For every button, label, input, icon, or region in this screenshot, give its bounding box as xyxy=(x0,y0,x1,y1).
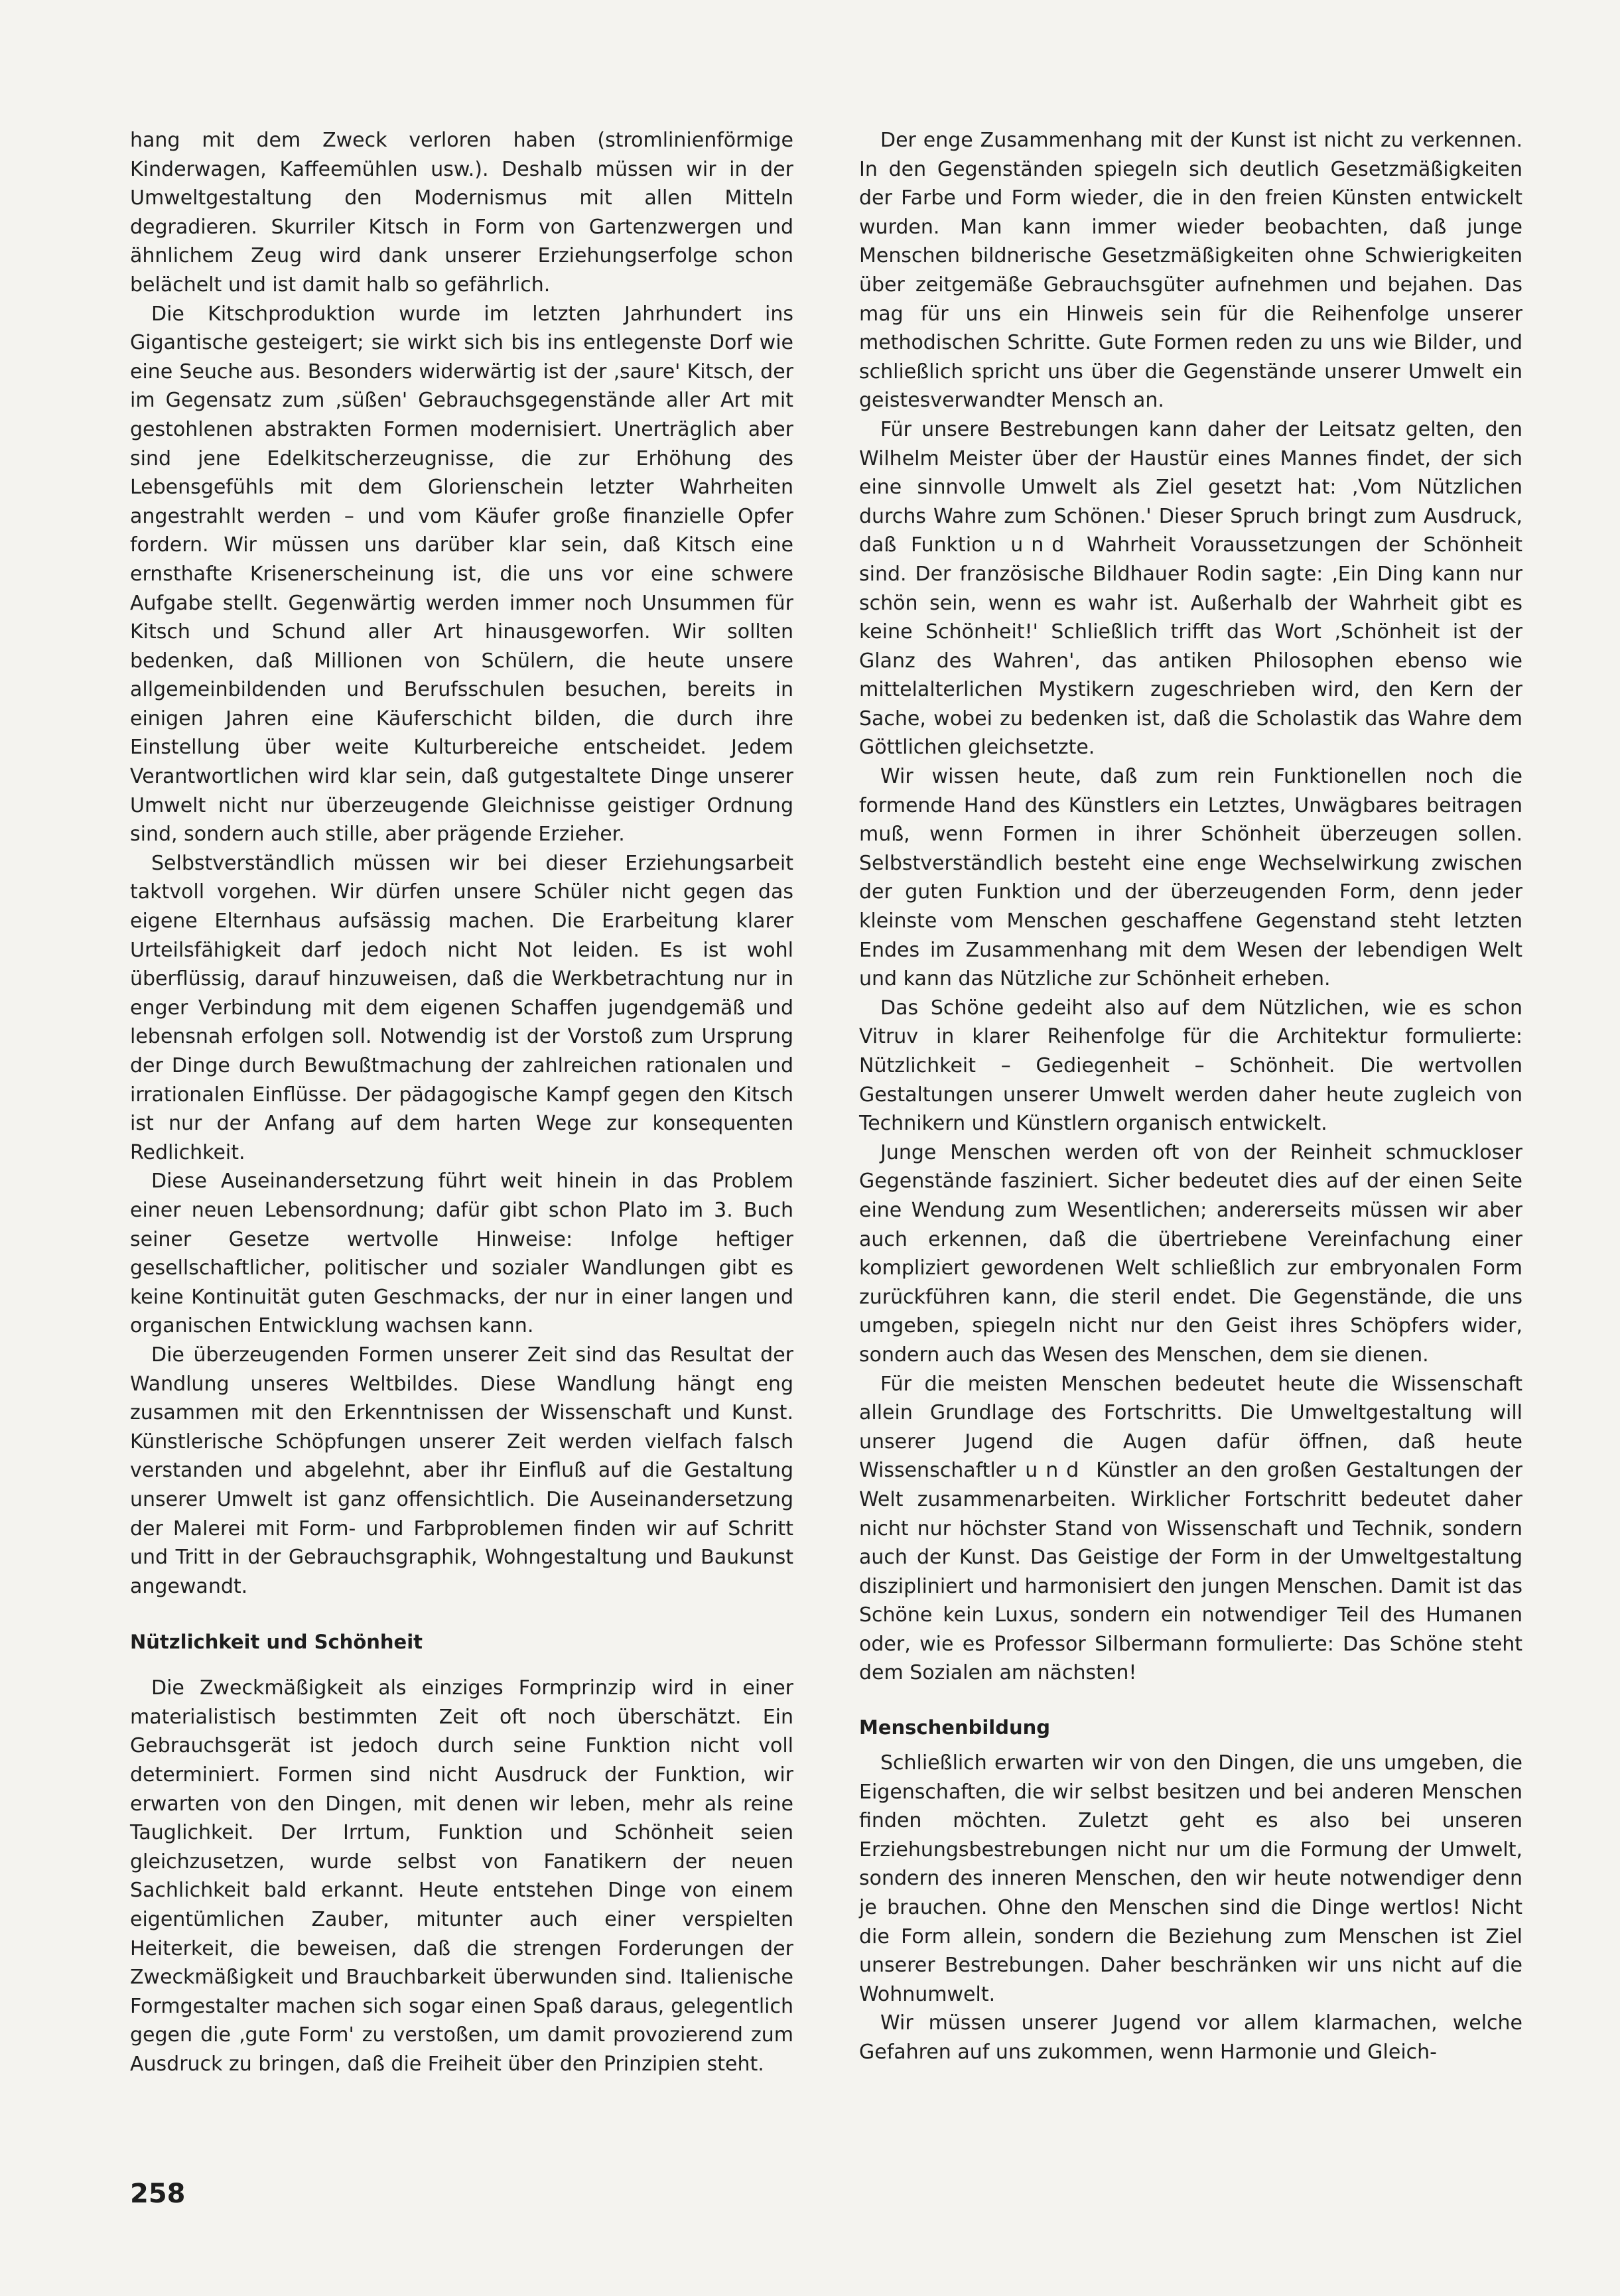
paragraph: Junge Menschen werden oft von der Reinheit schmuckloser Gegenstände fasziniert. Sicher bedeutet dies auf der einen Seite eine Wendung zum Wesentlichen; andererseits müssen wir aber auch erkennen, daß die übertriebene Vereinfachung einer kompliziert gewordenen Welt schließlich zur embryonalen Form zurückführen kann, die steril endet. Die Gegenstände, die uns umgeben, spiegeln nicht nur den Geist ihres Schöpfers wider, sondern auch das Wesen des Menschen, dem sie dienen. xyxy=(859,1140,1522,1367)
spaced-emphasis: und xyxy=(1025,1459,1087,1483)
text-run: Wahrheit Voraussetzungen der Schönheit sind. Der französische Bildhauer Rodin sagte: ‚Ein Ding kann nur schön sein, wenn es wahr ist. Außerhalb der Wahrheit gibt es keine Schönheit!' Schließlich trifft das Wort ‚Schönheit ist der Glanz des Wahren', das antiken Philosophen ebenso wie mittelalterlichen Mystikern zugeschrieben wird, den Kern der Sache, wobei zu bedenken ist, daß die Scholastik das Wahre dem Göttlichen gleichsetzte. xyxy=(859,533,1522,760)
paragraph: Das Schöne gedeiht also auf dem Nützlichen, wie es schon Vitruv in klarer Reihenfolge für die Architektur formulierte: Nützlichkeit – Gediegenheit – Schönheit. Die wertvollen Gestaltungen unserer Umwelt werden daher heute zugleich von Technikern und Künstlern organisch entwickelt. xyxy=(859,996,1522,1136)
section-heading: Menschenbildung xyxy=(859,1716,1051,1739)
paragraph: Die überzeugenden Formen unserer Zeit sind das Resultat der Wandlung unseres Weltbildes. Diese Wandlung hängt eng zusammen mit den Erkenntnissen der Wissenschaft und Kunst. Künstlerische Schöpfungen unserer Zeit werden vielfach falsch verstanden und abgelehnt, aber ihr Einfluß auf die Gestaltung unserer Umwelt ist ganz offensichtlich. Die Auseinandersetzung der Malerei mit Form- und Farbproblemen finden wir auf Schritt und Tritt in der Gebrauchsgraphik, Wohngestaltung und Baukunst angewandt. xyxy=(130,1343,793,1598)
paragraph xyxy=(859,1370,1522,1688)
paragraph: Diese Auseinandersetzung führt weit hinein in das Problem einer neuen Lebensordnung; dafür gibt schon Plato im 3. Buch seiner Gesetze wertvolle Hinweise: Infolge heftiger gesellschaftlicher, politischer und sozialer Wandlungen gibt es keine Kontinuität guten Geschmacks, der nur in einer langen und organischen Entwicklung wachsen kann. xyxy=(130,1170,793,1338)
paragraph: Selbstverständlich müssen wir bei dieser Erziehungsarbeit taktvoll vorgehen. Wir dürfen unsere Schüler nicht gegen das eigene Elternhaus aufsässig machen. Die Erarbeitung klarer Urteilsfähigkeit darf jedoch nicht Not leiden. Es ist wohl überflüssig, darauf hinzuweisen, daß die Werkbetrachtung nur in enger Verbindung mit dem eigenen Schaffen jugendgemäß und lebensnah erfolgen soll. Notwendig ist der Vorstoß zum Ursprung der Dinge durch Bewußtmachung der zahlreichen rationalen und irrationalen Einflüsse. Der pädagogische Kampf gegen den Kitsch ist nur der Anfang auf dem harten Wege zur konsequenten Redlichkeit. xyxy=(130,851,793,1164)
section-heading: Nützlichkeit und Schönheit xyxy=(130,1631,423,1654)
right-column xyxy=(859,126,1522,2067)
paragraph: hang mit dem Zweck verloren haben (stromlinienförmige Kinderwagen, Kaffeemühlen usw.). Deshalb müssen wir in der Umweltgestaltung den Modernismus mit allen Mitteln degradieren. Skurriler Kitsch in Form von Gartenzwergen und ähnlichem Zeug wird dank unserer Erziehungserfolge schon belächelt und ist damit halb so gefährlich. xyxy=(130,129,793,297)
text-run: Für unsere Bestrebungen kann daher der Leitsatz gelten, den Wilhelm Meister über der Haustür eines Mannes findet, der sich eine sinnvolle Umwelt als Ziel gesetzt hat: ‚Vom Nützlichen durchs Wahre zum Schönen.' Dieser Spruch bringt zum Ausdruck, daß Funktion xyxy=(859,417,1522,557)
page-number: 258 xyxy=(130,2179,186,2209)
paragraph xyxy=(859,415,1522,762)
paragraph: Schließlich erwarten wir von den Dingen, die uns umgeben, die Eigenschaften, die wir selbst besitzen und bei anderen Menschen finden möchten. Zuletzt geht es also bei unseren Erziehungsbestrebungen nicht nur um die Formung der Umwelt, sondern des inneren Menschen, den wir heute notwendiger denn je brauchen. Ohne den Menschen sind die Dinge wertlos! Nicht die Form allein, sondern die Beziehung zum Menschen ist Ziel unserer Bestrebungen. Daher beschränken wir uns nicht auf die Wohnumwelt. xyxy=(859,1751,1522,2006)
left-column xyxy=(130,126,793,2079)
paragraph: Der enge Zusammenhang mit der Kunst ist nicht zu verkennen. In den Gegenständen spiegeln sich deutlich Gesetzmäßigkeiten der Farbe und Form wieder, die in den freien Künsten entwickelt wurden. Man kann immer wieder beobachten, daß junge Menschen bildnerische Gesetzmäßigkeiten ohne Schwierigkeiten über zeitgemäße Gebrauchsgüter aufnehmen und bejahen. Das mag für uns ein Hinweis sein für die Reihenfolge unserer methodischen Schritte. Gute Formen reden zu uns wie Bilder, und schließlich spricht uns über die Gegenstände unserer Umwelt ein geistesverwandter Mensch an. xyxy=(859,129,1522,413)
text-run: Künstler an den großen Gestaltungen der Welt zusammenarbeiten. Wirklicher Fortschritt bedeutet daher nicht nur höchster Stand von Wissenschaft und Technik, sondern auch der Kunst. Das Geistige der Form in der Umweltgestaltung diszipliniert und harmonisiert den jungen Menschen. Damit ist das Schöne kein Luxus, sondern ein notwendiger Teil des Humanen oder, wie es Professor Silbermann formulierte: Das Schöne steht dem Sozialen am nächsten! xyxy=(859,1459,1522,1685)
paragraph: Wir wissen heute, daß zum rein Funktionellen noch die formende Hand des Künstlers ein Letztes, Unwägbares beitragen muß, wenn Formen in ihrer Schönheit überzeugen sollen. Selbstverständlich besteht eine enge Wechselwirkung zwischen der guten Funktion und der überzeugenden Form, denn jeder kleinste vom Menschen geschaffene Gegenstand steht letzten Endes im Zusammenhang mit dem Wesen der lebendigen Welt und kann das Nützliche zur Schönheit erheben. xyxy=(859,765,1522,991)
paragraph: Die Zweckmäßigkeit als einziges Formprinzip wird in einer materialistisch bestimmten Zeit oft noch überschätzt. Ein Gebrauchsgerät ist jedoch durch seine Funktion nicht voll determiniert. Formen sind nicht Ausdruck der Funktion, wir erwarten von den Dingen, mit denen wir leben, mehr als reine Tauglichkeit. Der Irrtum, Funktion und Schönheit seien gleichzusetzen, wurde selbst von Fanatikern der neuen Sachlichkeit bald erkannt. Heute entstehen Dinge von einem eigentümlichen Zauber, mitunter auch einer verspielten Heiterkeit, die beweisen, daß die strengen Forderungen der Zweckmäßigkeit und Brauchbarkeit überwunden sind. Italienische Formgestalter machen sich sogar einen Spaß daraus, gelegentlich gegen die ‚gute Form' zu verstoßen, um damit provozierend zum Ausdruck zu bringen, daß die Freiheit über den Prinzipien steht. xyxy=(130,1676,793,2076)
text-run: Für die meisten Menschen bedeutet heute die Wissenschaft allein Grundlage des Fortschritts. Die Umweltgestaltung will unserer Jugend die Augen dafür öffnen, daß heute Wissenschaftler xyxy=(859,1372,1522,1483)
spaced-emphasis: und xyxy=(1010,533,1073,557)
paragraph: Die Kitschproduktion wurde im letzten Jahrhundert ins Gigantische gesteigert; sie wirkt sich bis ins entlegenste Dorf wie eine Seuche aus. Besonders widerwärtig ist der ‚saure' Kitsch, der im Gegensatz zum ‚süßen' Gebrauchsgegenstände aller Art mit gestohlenen abstrakten Formen modernisiert. Unerträglich aber sind jene Edelkitscherzeugnisse, die zur Erhöhung des Lebensgefühls mit dem Glorienschein letzter Wahrheiten angestrahlt werden – und vom Käufer große finanzielle Opfer fordern. Wir müssen uns darüber klar sein, daß Kitsch eine ernsthafte Krisenerscheinung ist, die uns vor eine schwere Aufgabe stellt. Gegenwärtig werden immer noch Unsummen für Kitsch und Schund aller Art hinausgeworfen. Wir sollten bedenken, daß Millionen von Schülern, die heute unsere allgemeinbildenden und Berufsschulen besuchen, bereits in einigen Jahren eine Käuferschicht bilden, die durch ihre Einstellung über weite Kulturbereiche entscheidet. Jedem Verantwortlichen wird klar sein, daß gutgestaltete Dinge unserer Umwelt nicht nur überzeugende Gleichnisse geistiger Ordnung sind, sondern auch stille, aber prägende Erzieher. xyxy=(130,302,793,846)
paragraph: Wir müssen unserer Jugend vor allem klarmachen, welche Gefahren auf uns zukommen, wenn Harmonie und Gleich- xyxy=(859,2011,1522,2064)
